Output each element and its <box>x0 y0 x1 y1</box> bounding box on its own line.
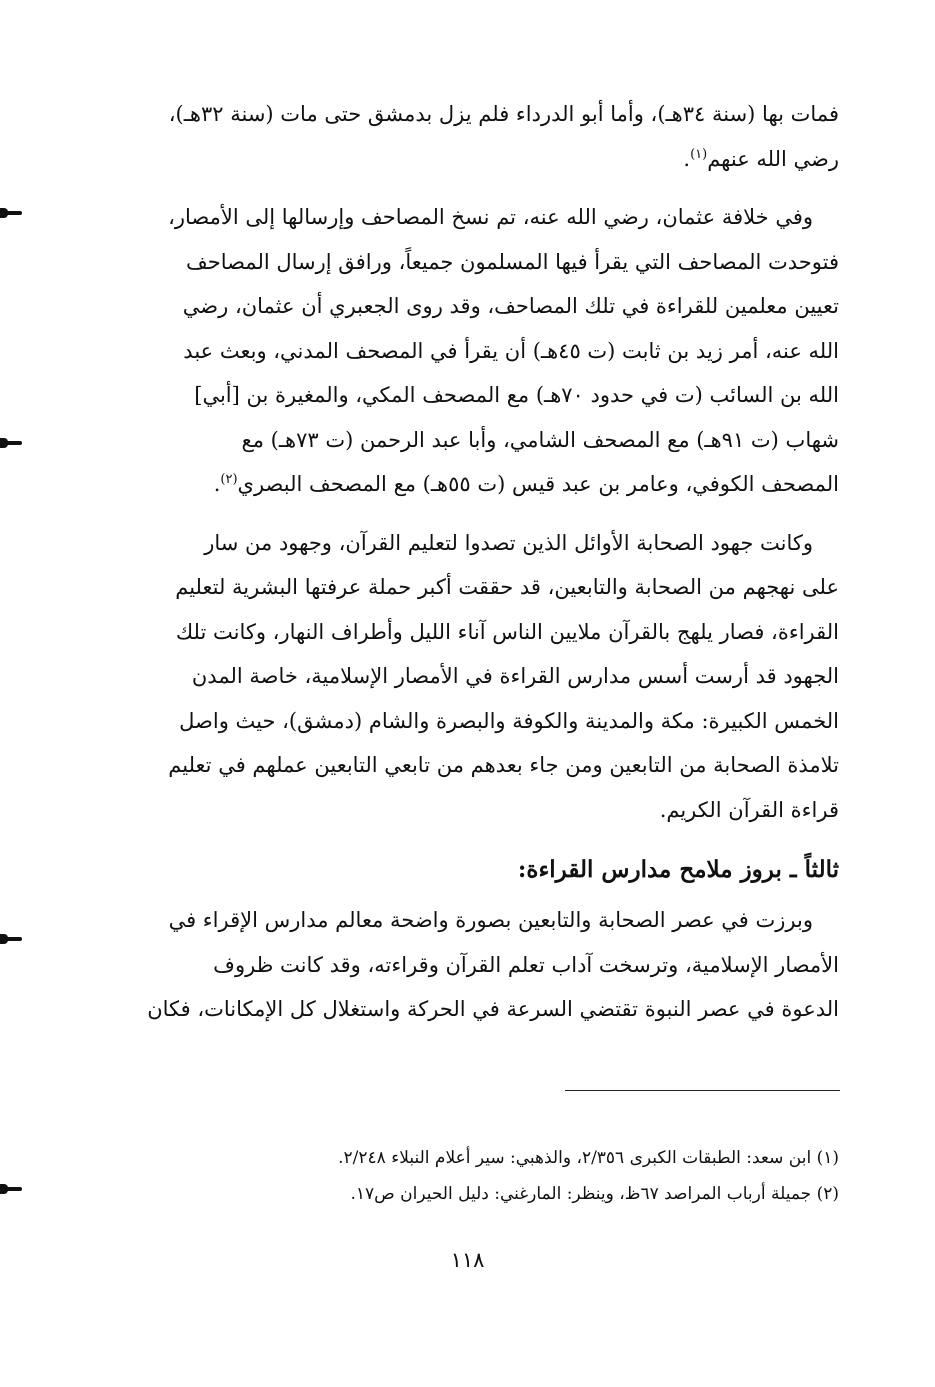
paragraph-1 <box>92 92 839 181</box>
text-line <box>92 137 839 182</box>
section-heading: ثالثاً ـ بروز ملامح مدارس القراءة: <box>517 856 839 883</box>
footnote-separator <box>565 1090 840 1091</box>
text-fragment: رضي الله عنهم <box>707 146 839 171</box>
sentence-end: . <box>683 146 691 171</box>
paragraph-3 <box>92 521 839 833</box>
footnote-1: (١) ابن سعد: الطبقات الكبرى ٢/٣٥٦، والذهبي: سير أعلام النبلاء ٢/٢٤٨. <box>338 1148 839 1168</box>
paragraph-2 <box>92 195 839 507</box>
sentence-end: . <box>213 472 221 496</box>
text-line: الله بن السائب (ت في حدود ٧٠هـ) مع المصحف المكي، والمغيرة بن [أبي] <box>194 383 839 407</box>
text-line: شهاب (ت ٩١هـ) مع المصحف الشامي، وأبا عبد الرحمن (ت ٧٣هـ) مع <box>241 427 839 452</box>
text-line: تلامذة الصحابة من التابعين ومن جاء بعدهم من تابعي التابعين عملهم في تعليم <box>168 753 839 777</box>
text-line: فتوحدت المصاحف التي يقرأ فيها المسلمون جميعاً، ورافق إرسال المصاحف <box>185 249 839 274</box>
page-body <box>92 92 839 1032</box>
edge-mark <box>0 211 22 215</box>
text-line: وكانت جهود الصحابة الأوائل الذين تصدوا لتعليم القرآن، وجهود من سار <box>204 530 813 555</box>
paragraph-4 <box>92 898 839 1032</box>
text-line: الجهود قد أرست أسس مدارس القراءة في الأمصار الإسلامية، خاصة المدن <box>191 664 839 688</box>
text-line: القراءة، فصار يلهج بالقرآن ملايين الناس آناء الليل وأطراف النهار، وكانت تلك <box>175 619 839 644</box>
edge-mark <box>0 441 22 445</box>
footnote-ref-1[interactable]: (١) <box>690 146 708 162</box>
footnote-ref-2[interactable]: (٢) <box>220 472 238 487</box>
text-fragment: المصحف الكوفي، وعامر بن عبد قيس (ت ٥٥هـ) مع المصحف البصري <box>237 472 839 496</box>
text-line: الأمصار الإسلامية، وترسخت آداب تعلم القرآن وقراءته، وقد كانت ظروف <box>213 952 839 977</box>
footnote-2: (٢) جميلة أرباب المراصد ٦٧ظ، وينظر: المارغني: دليل الحيران ص١٧. <box>350 1184 839 1204</box>
edge-mark <box>0 1187 22 1191</box>
text-line: وبرزت في عصر الصحابة والتابعين بصورة واضحة معالم مدارس الإقراء في <box>168 908 813 932</box>
text-line: فمات بها (سنة ٣٤هـ)، وأما أبو الدرداء فلم يزل بدمشق حتى مات (سنة ٣٢هـ)، <box>168 102 839 126</box>
footnotes <box>92 1140 839 1212</box>
text-line: الخمس الكبيرة: مكة والمدينة والكوفة والبصرة والشام (دمشق)، حيث واصل <box>179 708 839 733</box>
text-line: قراءة القرآن الكريم. <box>659 797 839 822</box>
text-line: الدعوة في عصر النبوة تقتضي السرعة في الحركة واستغلال كل الإمكانات، فكان <box>147 997 839 1021</box>
text-line: وفي خلافة عثمان، رضي الله عنه، تم نسخ المصاحف وإرسالها إلى الأمصار، <box>168 205 813 229</box>
page-number: ١١٨ <box>450 1248 485 1272</box>
text-line: الله عنه، أمر زيد بن ثابت (ت ٤٥هـ) أن يقرأ في المصحف المدني، وبعث عبد <box>183 338 839 363</box>
text-line: على نهجهم من الصحابة والتابعين، قد حققت أكبر حملة عرفتها البشرية لتعليم <box>175 575 839 599</box>
text-line: تعيين معلمين للقراءة في تلك المصاحف، وقد روى الجعبري أن عثمان، رضي <box>182 294 839 318</box>
edge-mark <box>0 937 22 941</box>
text-line <box>92 462 839 507</box>
